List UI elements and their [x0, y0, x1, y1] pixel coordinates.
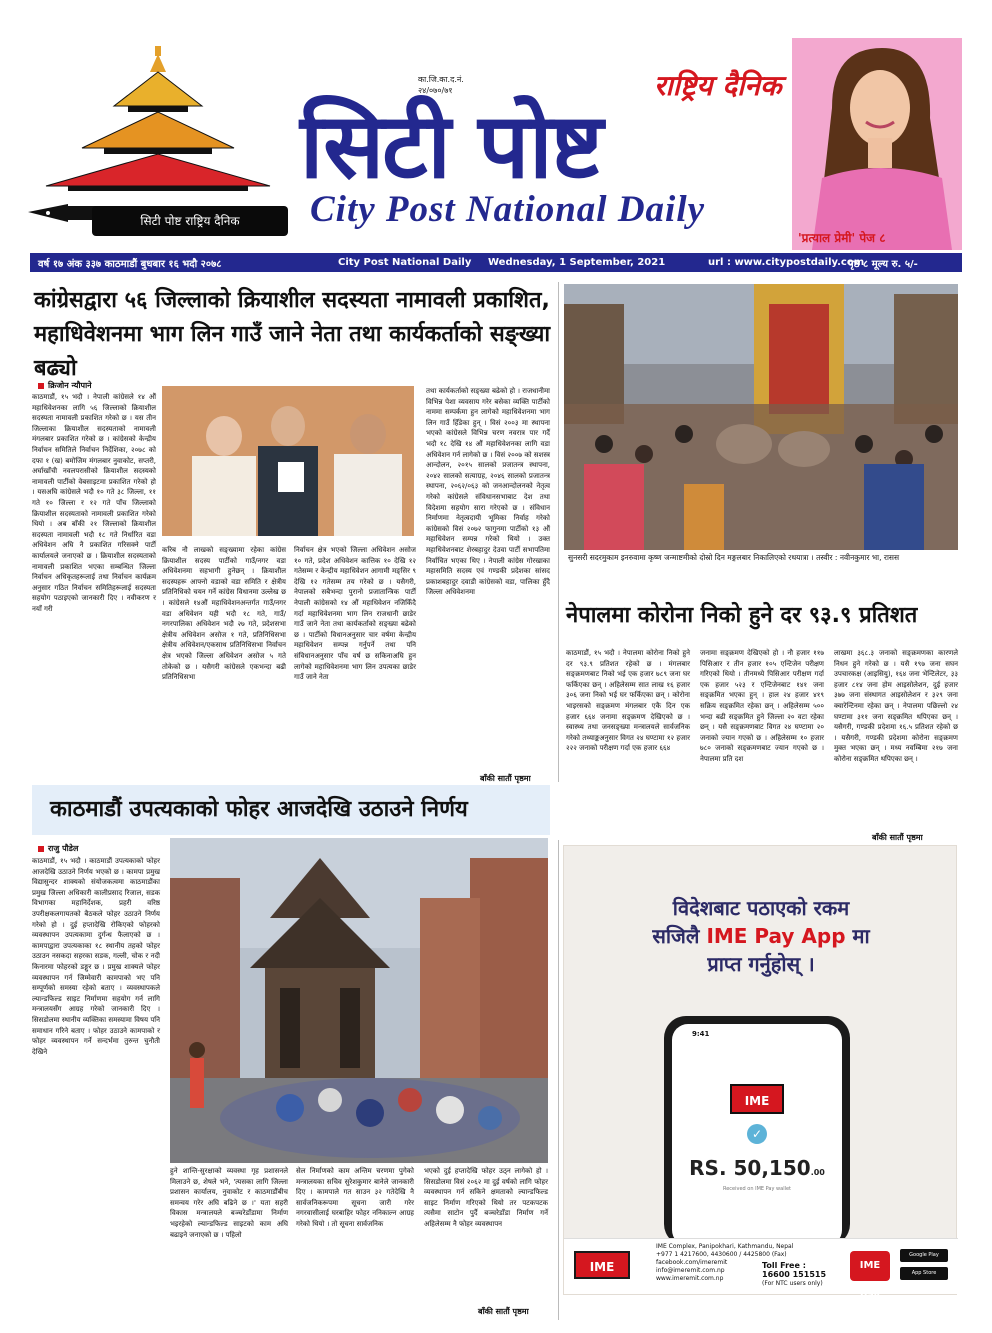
ad-line-2 [564, 922, 958, 949]
story1-column-4: तथा कार्यकर्ताको सङ्ख्या बढेको हो । राजधानीमा विभिन्न पेशा व्यवसाय गरेर बसेका व्यक्ति पार्टीको नाममा सम्पर्कमा हुन लागेको महाधिवेशनमा भाग लिन गाउँ हिँडेका हुन् । विसं २००३ मा स्थापना भएको कांग्रेसले विभिन्न चरण नवरात्र पार गर्दै भदौ १८ देखि १४ औं महाधिवेशनका लागि वडा अधिवेशन गर्न लागेको छ । विसं २००७ को सशस्त्र आन्दोलन, २०१५ सालको प्रजातन्त्र स्थापना, २०४२ सालको सत्याग्रह, २०४६ सालको प्रजातन्त्र स्थापना, २०६२/०६३ को जनआन्दोलनको नेतृत्व गरेको कांग्रेसले संविधानसभाबाट देश तथा विदेशमा सहयोग सारा गरेएको छ । संविधान निर्माणमा नेतृत्वदायी भूमिका निर्वाह गरेको कांग्रेसको विसं २०७२ फागुनमा पार्टीको १३ औं महाधिवेशन सम्पन्न गरेको थियो । उक्त महाधिवेशनबाट शेरबहादुर देउवा पार्टी सभापतिमा निर्वाचित भएका थिए । नेपाली कांग्रेस गोरखाका महासमिति सदस्य एवं गण्डकी प्रदेशका सांसद प्रकाशबहादुर दवाडी कांग्रेसको वडा, पालिका हुँदै जिल्ला अधिवेशनमा [426, 387, 550, 597]
received-amount [672, 1156, 842, 1180]
story2-column-4: भएको दुई हप्तादेखि फोहर उठ्न लागेको हो । सिसडोलमा विसं २०६२ मा दुई वर्षको लागि फोहर व्यवस्थापन गर्न सकिने क्षमताको ल्यान्डफिल्ड साइट निर्माण गरिएको थियो तर पटकपटक त्यसैमा साटोन पुर्दै बञ्चरेडाँडा निर्माण गर्ने अहिलेसम्म नै फोहर व्यवस्थापन [424, 1167, 548, 1228]
check-icon: ✓ [747, 1124, 767, 1144]
issue-info-bar [30, 253, 962, 272]
story2-byline-text: राजु पौडेल [48, 844, 79, 853]
phone-mockup [664, 1016, 850, 1246]
story3-column-2: जनामा सङ्क्रमण देखिएको हो । नौ हजार ११७ पिसिआर र तीन हजार १०५ एन्टिजेन परीक्षण गरिएको थियो । तीनमध्ये पिसिआर परीक्षण गर्दा एक हजार ५२३ र एन्टिजेनबाट १४१ जना सङ्क्रमित भएका हुन् । हाल २४ हजार ४१९ सक्रिय सङ्क्रमित रहेका छन् । अहिलेसम्म ५०० भन्दा बढी सङ्क्रमित हुने जिल्ला २० वटा रहेका छन् । यसै सङ्क्रमणबाट विगत २४ घण्टामा २० जनाको ज्यान गएको छ । अहिलेसम्म १० हजार ७८० जनाको सङ्क्रमणबाट ज्यान गएको छ । नेपालमा प्रति दश [700, 649, 824, 763]
column-divider [558, 282, 559, 782]
woman-portrait-image [792, 38, 962, 250]
ad-footer [564, 1238, 958, 1301]
app-store-badge[interactable]: App Store [900, 1267, 948, 1280]
phone-time: 9:41 [692, 1030, 710, 1038]
toll-label: Toll Free : [762, 1261, 806, 1270]
amount-subtitle: Received on IME Pay wallet [722, 1186, 792, 1192]
toll-number: 16600 151515 [762, 1270, 827, 1279]
story2-column-2: हुने शान्ति-सुरक्षाको व्यवस्था गृह प्रशासनले मिलाउने छ, शेषले भने, 'त्यसका लागि जिल्ला प्रशासन कार्यालय, नुवाकोट र काठमाडौंबीच समन्वय गरेर अघि बढिने छ ।' यता सहरी विकास मन्त्रालयले बञ्चरेडाँडामा निर्माण भइरहेको ल्यान्डफिल्ड साइटको काम अघि बढाइने जनाएको छ । पहिलो [170, 1167, 288, 1239]
chariot-photo-caption: सुनसरी सदरमुकाम इनरुवामा कृष्ण जन्माष्टमीको दोस्रो दिन मङ्गलबार निकालिएको रथयात्रा । तस्वीर : नवीनकुमार भा, रासस [568, 553, 900, 562]
garbage-temple-photo [170, 838, 548, 1163]
ad-line-2-post: मा [845, 924, 870, 948]
story1-continued[interactable]: बाँकी सातौं पृष्ठमा [480, 774, 531, 783]
amount-decimal: .00 [810, 1168, 825, 1177]
handover-photo-image [162, 386, 414, 536]
google-play-badge[interactable]: Google Play [900, 1249, 948, 1262]
ad-line-2-pre: सजिलै [652, 924, 707, 948]
ad-line-2-brand: IME Pay App [706, 924, 846, 948]
story2-byline [38, 843, 78, 854]
byline-marker-icon [38, 383, 44, 389]
tagline-national-daily: राष्ट्रिय दैनिक [654, 69, 782, 102]
story1-column-3: निर्वाचन क्षेत्र भएको जिल्ला अधिवेशन असोज १० गते, प्रदेश अधिवेशन कात्तिक १० देखि १२ गतेसम्म र केन्द्रीय महाधिवेशन आगामी मङ्सिर ९ देखि १२ गतेसम्म तय गरेको छ । यसैगरी, नेपालको सबैभन्दा पुरानो प्रजातान्त्रिक पार्टी नेपाली कांग्रेसको १४ औं महाधिवेशन नजिकिँदै गर्दा महाधिवेशनमा भाग लिन राजधानी छाडेर गाउँ जाने नेता तथा कार्यकर्ताको सङ्ख्या बढेको छ । पार्टीको विधानअनुसार चार वर्षमा केन्द्रीय महाधिवेशन सम्पन्न गर्नुपर्ने तथा पनि संविधानअनुसार पाँच वर्ष छ सकिनाअघि हुन लागेको महाधिवेशनमा भाग लिन उपत्यका छाडेर गाउँ जाने नेता [294, 546, 416, 682]
page-and-price: पृष्ठ ८ मूल्य रु. ५/- [848, 258, 918, 270]
chariot-procession-photo [564, 284, 958, 550]
masthead [0, 0, 992, 250]
ad-line-3: प्राप्त गर्नुहोस् । [707, 952, 815, 976]
story1-photo [162, 386, 414, 536]
reg-line-1: का.जि.का.द.नं. [418, 75, 464, 84]
procession-image [564, 284, 958, 550]
story1-column-2: करिब नौ लाखको सङ्ख्यामा रहेका कांग्रेस क्रियाशील सदस्य पार्टीको गाउँ/नगर वडा अधिवेशनमा सहभागी हुनेछन् । क्रियाशील सदस्यहरू आफ्नो वडाको वडा समिति र क्षेत्रीय प्रतिनिधिको चयन गर्ने कांग्रेस विधानमा उल्लेख छ । कांग्रेसले १४औं महाधिवेशनअन्तर्गत गाउँ/नगर वडा अधिवेशन यही भदौ १८ गते, गाउँ/नगरपालिका अधिवेशन भदौ २७ गते, प्रदेशसभा क्षेत्रीय अधिवेशन असोज १ गते, प्रतिनिधिसभा क्षेत्रीय अधिवेशन/एकसाथ प्रतिनिधिसभा निर्वाचन क्षेत्र भएको जिल्ला अधिवेशन असोज ५ गते तोकेको छ । यसैगरी कांग्रेसले एकभन्दा बढी प्रतिनिधिसभा [162, 546, 286, 682]
logo-label: सिटी पोष्ट राष्ट्रिय दैनिक [92, 206, 288, 236]
contact-facebook[interactable]: facebook.com/imeremit [656, 1259, 728, 1266]
contact-address: IME Complex, Panipokhari, Kathmandu, Nepal [656, 1243, 794, 1250]
ime-pay-logo: IME pay [850, 1251, 890, 1281]
toll-note: (For NTC users only) [762, 1280, 823, 1287]
garbage-pile-image [170, 838, 548, 1163]
paper-title-english: City Post National Daily [310, 189, 706, 230]
story3-headline[interactable]: नेपालमा कोरोना निको हुने दर ९३.९ प्रतिशत [566, 603, 918, 628]
phone-screen [672, 1024, 842, 1246]
phone-ime-logo: IME [730, 1084, 784, 1114]
story2-headline[interactable]: काठमाडौं उपत्यकाको फोहर आजदेखि उठाउने निर्णय [50, 797, 468, 822]
story1-headline-line1: कांग्रेसद्वारा ५६ जिल्लाको क्रियाशील सदस्यता नामावली प्रकाशित, [34, 288, 550, 313]
paper-logo [28, 40, 290, 240]
story1-headline[interactable] [34, 284, 554, 386]
column-divider [558, 840, 559, 1320]
paper-title-nepali: सिटी पोष्ट [300, 94, 602, 199]
story1-byline [38, 380, 92, 391]
story1-column-1: काठमाडौं, १५ भदौ । नेपाली कांग्रेसले १४ औं महाधिवेशनका लागि ५६ जिल्लाको क्रियाशील सदस्यता नामावली प्रकाशित गरेको छ । यस तीन जिल्लाका क्रियाशील सदस्यताको नामावली मंगलबार प्रकाशित गरेको छ । कांग्रेसको केन्द्रीय निर्वाचन समितिले निर्वाचन निर्देशिका, २०७८ को दफा १ (ख) बमोजिम मंगलबार नुवाकोट, सप्तरी, अर्घाखाँची नवलपरासीको क्रियाशील सदस्यको नामावली पार्टीको वेबसाइटमा प्रकाशित गरेको हो । यसअघि कांग्रेसले भदौ १० गते ३८ जिल्ला, ११ गते १० जिल्ला र १२ गते पाँच जिल्लाको क्रियाशील सदस्यताको नामावली प्रकाशित गरेको थियो । अब बाँकी २१ जिल्लाको क्रियाशील सदस्यता नामावली भदौ १८ गते निर्धारित वडा अधिवेशन अघि नै प्रकाशित गरिसक्ने पार्टी कार्यालयले जनाएको छ । क्रियाशील सदस्यताको नामावली प्रकाशित भएका सम्बन्धित जिल्ला निर्वाचन अधिकृतहरूलाई तथा निर्वाचन कार्यक्रम अनुसार गठित निर्वाचन समितिहरूलाई सदस्यता सहयोग पठाइएको जानकारी दिए । नवीकरण र नयाँ गरी [32, 393, 156, 613]
story1-byline-text: क्रिजोन न्यौपाने [48, 381, 92, 390]
contact-website[interactable]: www.imeremit.com.np [656, 1275, 724, 1282]
issue-number: वर्ष १७ अंक ३३७ काठमाडौं बुधबार १६ भदौ २०७८ [38, 258, 222, 270]
contact-phone: +977 1 4217600, 4430600 / 4425800 (Fax) [656, 1251, 787, 1258]
reg-line-2: २४/०७०/७१ [418, 86, 453, 95]
website-url[interactable]: url : www.citypostdaily.com [708, 257, 865, 268]
story2-continued[interactable]: बाँकी सातौं पृष्ठमा [478, 1307, 529, 1316]
amount-value: RS. 50,150 [689, 1156, 811, 1180]
story2-column-3: सेल निर्माणको काम अन्तिम चरणमा पुगेको मन्त्रालयका सचिव सुरेशकुमार बानेले जानकारी दिए । कामपाले गत साउन ३२ गतेदेखि नै सार्वजनिकरूपमा सूचना जारी गरेर नगरवासीलाई घरबाहिर फोहर ननिकाल्न आग्रह गरेको थियो । तो सूचना सार्वजनिक [296, 1167, 414, 1228]
byline-marker-icon [38, 846, 44, 852]
ime-logo: IME [574, 1251, 630, 1279]
contact-email[interactable]: info@imeremit.com.np [656, 1267, 725, 1274]
story3-column-3: लाखमा ३६८.३ जनाको सङ्क्रमणका कारणले निधन हुने गरेको छ । यसै १९७ जना सघन उपचारकक्ष (आइसियु), १६४ जना भेन्टिलेटर, ३३ हजार ८१४ जना होम आइसोलेशन, दुई हजार ३७७ जना संस्थागत आइसोलेशन र ३२९ जना क्वारेन्टिनमा रहेका छन् । नेपालमा पछिल्लो २४ घण्टामा ३११ जना सङ्क्रमित थपिएका छन् । यसैगरी, गण्डकी प्रदेशमा १६.५ प्रतिशत रहेको छ । यसैगरी, गण्डकी प्रदेशमा कोरोना सङ्क्रमण मुक्त भएका छन् । मध्य नवम्बिमा २१७ जना कोरोना सङ्क्रमित थपिएका छन् । [834, 649, 958, 763]
promo-photo[interactable] [792, 38, 962, 250]
date-english: Wednesday, 1 September, 2021 [488, 257, 666, 268]
story3-column-1: काठमाडौं, १५ भदौ । नेपालमा कोरोना निको हुने दर ९३.९ प्रतिशत रहेको छ । मंगलबार सङ्क्रमणबाट निको भई एक हजार ७८९ जना घर फर्किएका छन् । अहिलेसम्म सात लाख १६ हजार ३०६ जना निको भई घर फर्किएका छन् । कोरोना भाइरसको सङ्क्रमण मंगलबार एकै दिन एक हजार ६६४ जनामा सङ्क्रमण देखिएको छ । स्वास्थ्य तथा जनसङ्ख्या मन्त्रालयले सार्वजनिक गरेको तथ्याङ्कअनुसार विगत २४ घण्टामा १२ हजार २२२ जनाको परीक्षण गर्दा एक हजार ६६४ [566, 649, 690, 753]
story2-column-1: काठमाडौं, १५ भदौ । काठमाडौं उपत्यकाको फोहर आजदेखि उठाउने निर्णय भएको छ । कामपा प्रमुख विद्यासुन्दर शाक्यको संयोजकत्वमा काठमाडौंका प्रमुख जिल्ला अधिकारी कालीप्रसाद रिजाल, सडक विभागका महानिर्देशक, प्रहरी वरिष्ठ उपरीक्षकलगायतको बैठकले फोहर उठाउने निर्णय गरेको हो । दुई हप्तादेखि रोकिएको फोहरको व्यवस्थापन उपत्यकामा दुर्गन्ध फैलाएको छ । कामपाद्वारा उपत्यकाका १८ स्थानीय तहको फोहर उठाउन नसकदा सहरका सडक, गल्ली, चोक र नदी किनारमा फोहरको डङ्गुर छ । प्रमुख शाक्यले फोहर व्यवस्थापन गर्न जिम्मेवारी कामपाको भए पनि सम्पूर्णको समस्या रहेको बताए । व्यवस्थापकले ल्यान्डफिल्ड साइट निर्माणमा सहयोग गर्न लागि मन्त्रालयसँग आग्रह गरेको जानकारी दिए । सिसडोलमा स्थानीय व्यक्तिका समस्यामा विषय पनि समाधान गरिने बताए । फोहर उठाउने कामपाको र फोहर व्यवस्थापन गर्ने सन्दर्भमा तुरुन्त चुनौती देखिने [32, 857, 160, 1056]
story1-headline-line2: महाधिवेशनमा भाग लिन गाउँ जाने नेता तथा कार्यकर्ताको सङ्ख्या बढ्यो [34, 322, 551, 381]
toll-free-info [762, 1261, 826, 1288]
ime-pay-advertisement[interactable] [563, 845, 957, 1301]
ad-line-1: विदेशबाट पठाएको रकम [672, 896, 850, 920]
paper-name-en: City Post National Daily [338, 257, 472, 268]
promo-caption: 'प्रत्याल प्रेमी' पेज ८ [798, 231, 886, 245]
story3-continued[interactable]: बाँकी सातौं पृष्ठमा [872, 833, 923, 842]
